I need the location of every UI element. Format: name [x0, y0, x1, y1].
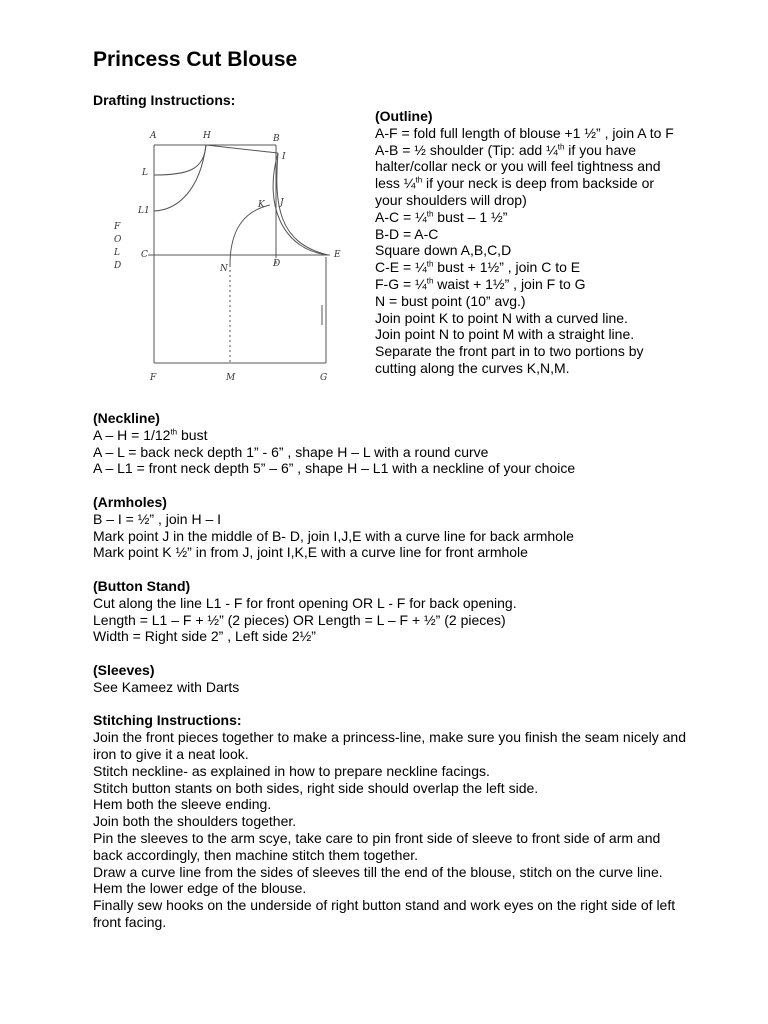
armholes-heading: (Armholes) [93, 493, 167, 510]
neckline-line: A – L = back neck depth 1” - 6” , shape H – L with a round curve [93, 443, 489, 460]
outline-line: Separate the front part in to two portions by cutting along the curves K,N,M. [375, 343, 644, 376]
label-B: B [273, 134, 280, 144]
stitching-line: Stitch neckline- as explained in how to prepare neckline facings. [93, 762, 490, 779]
label-M: M [226, 373, 236, 383]
fold-label-O: O [114, 235, 122, 245]
sleeves-section [93, 662, 693, 696]
fold-label-L: L [114, 248, 120, 258]
stitching-line: Join both the shoulders together. [93, 813, 297, 830]
stitching-heading: Stitching Instructions: [93, 712, 242, 729]
stitching-section [93, 712, 693, 930]
label-K: K [258, 200, 265, 210]
label-L1: L1 [138, 206, 150, 216]
outline-line: F-G = ¼$^{th}$ waist + 1½” , join F to G [375, 275, 586, 292]
outline-line: A-F = fold full length of blouse +1 ½” , join A to F [375, 124, 674, 141]
label-I: I [282, 152, 286, 162]
stitching-line: Pin the sleeves to the arm scye, take care to pin front side of sleeve to front side of arm and back accordingly, then machine stitch them together. [93, 829, 661, 863]
neckline-section [93, 410, 693, 477]
outline-line: Join point N to point M with a straight line. [375, 326, 635, 343]
button-stand-heading: (Button Stand) [93, 577, 191, 594]
button-stand-line: Cut along the line L1 - F for front opening OR L - F for back opening. [93, 594, 517, 611]
label-D: D [273, 259, 281, 269]
stitching-line: Finally sew hooks on the underside of right button stand and work eyes on the right side of left front facing. [93, 897, 676, 930]
label-G: G [320, 373, 328, 383]
stitching-line: Hem both the sleeve ending. [93, 796, 272, 813]
label-E: E [334, 250, 341, 260]
label-A: A [150, 131, 157, 141]
outline-heading: (Outline) [375, 108, 433, 124]
armholes-line: Mark point K ½” in from J, joint I,K,E with a curve line for front armhole [93, 544, 528, 561]
button-stand-line: Width = Right side 2” , Left side 2½” [93, 628, 316, 645]
label-F: F [150, 373, 157, 383]
outline-line: C-E = ¼$^{th}$ bust + 1½” , join C to E [375, 259, 581, 276]
label-C: C [141, 250, 148, 260]
sleeves-heading: (Sleeves) [93, 661, 155, 678]
outline-line: A-C = ¼$^{th}$ bust – 1 ½” [375, 208, 508, 225]
button-stand-section [93, 578, 693, 645]
neckline-line: A – H = 1/12th bust [93, 426, 208, 443]
instruction-sections [93, 410, 693, 948]
armholes-line: B – I = ½” , join H – I [93, 510, 222, 527]
outline-line: Join point K to point N with a curved line. [375, 309, 628, 326]
neckline-heading: (Neckline) [93, 410, 160, 426]
label-L: L [142, 168, 148, 178]
outline-line: N = bust point (10” avg.) [375, 292, 526, 309]
fold-label-F: F [114, 222, 121, 232]
pattern-draft-diagram [108, 125, 353, 385]
label-H: H [203, 131, 211, 141]
outline-line: B-D = A-C [375, 225, 439, 242]
label-J: J [280, 198, 284, 208]
stitching-line: Hem the lower edge of the blouse. [93, 880, 307, 897]
outline-line: Square down A,B,C,D [375, 242, 512, 259]
stitching-line: Join the front pieces together to make a princess-line, make sure you finish the seam nicely and iron to give it a neat look. [93, 729, 686, 762]
sleeves-line: See Kameez with Darts [93, 678, 240, 695]
outline-section [375, 108, 675, 377]
page-title: Princess Cut Blouse [93, 48, 298, 71]
fold-label-D: D [114, 261, 122, 271]
drafting-heading: Drafting Instructions: [93, 92, 236, 108]
armholes-line: Mark point J in the middle of B- D, join I,J,E with a curve line for back armhole [93, 527, 574, 544]
neckline-line: A – L1 = front neck depth 5” – 6” , shape H – L1 with a neckline of your choice [93, 460, 576, 477]
label-N: N [220, 264, 228, 274]
armholes-section [93, 494, 693, 561]
outline-line: A-B = ½ shoulder (Tip: add ¼$^{th}$ if you have halter/collar neck or you will feel tightness and less ¼$^{th}$ if your neck is deep from backside or your shoulders will drop) [375, 141, 661, 208]
stitching-line: Draw a curve line from the sides of sleeves till the end of the blouse, stitch on the curve line. [93, 863, 663, 880]
stitching-line: Stitch button stants on both sides, right side should overlap the left side. [93, 779, 539, 796]
button-stand-line: Length = L1 – F + ½” (2 pieces) OR Length = L – F + ½” (2 pieces) [93, 611, 506, 628]
